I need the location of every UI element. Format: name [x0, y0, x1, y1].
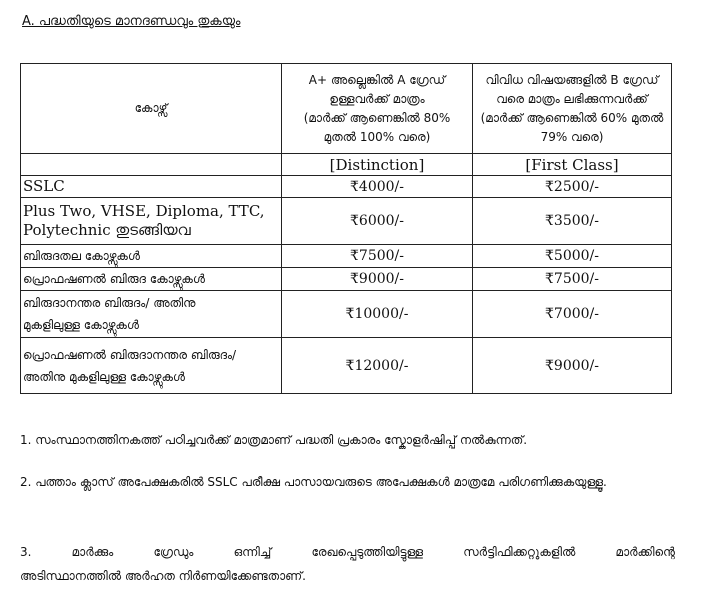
table-row	[21, 176, 672, 198]
table-row	[21, 338, 672, 394]
first-class-amount: ₹7000/-	[473, 291, 672, 338]
distinction-column-header	[282, 64, 473, 154]
header-line: മുതൽ 100% വരെ)	[323, 129, 431, 144]
header-line: ഉള്ളവർക്ക് മാത്രം	[329, 91, 425, 106]
distinction-amount: ₹9000/-	[282, 268, 473, 291]
note-word: 3.	[20, 545, 32, 559]
course-name-line: ബിരുദാനന്തര ബിരുദം/ അതിനു	[23, 296, 196, 310]
header-line: (മാർക്ക് ആണെങ്കിൽ 60% മുതൽ	[480, 110, 664, 125]
first-class-column-header	[473, 64, 672, 154]
note-word: മാർക്കിന്റെ	[615, 545, 675, 559]
header-line: വിവിധ വിഷയങ്ങളിൽ B ഗ്രേഡ്	[485, 72, 659, 87]
note-3	[20, 540, 675, 588]
note-3-line-2: അടിസ്ഥാനത്തിൽ അർഹത നിർണയിക്കേണ്ടതാണ്.	[20, 569, 306, 583]
first-class-tag: [First Class]	[473, 154, 672, 176]
note-word: സർട്ടിഫിക്കറ്റുകളിൽ	[463, 545, 576, 559]
first-class-amount: ₹9000/-	[473, 338, 672, 394]
note-2: 2. പത്താം ക്ലാസ് അപേക്ഷകരിൽ SSLC പരീക്ഷ പാസായവരുടെ അപേക്ഷകൾ മാത്രമേ പരിഗണിക്കുകയുള്ളൂ.	[20, 475, 607, 489]
course-name: SSLC	[21, 176, 282, 198]
tag-row	[21, 154, 672, 176]
course-name-line: Plus Two, VHSE, Diploma, TTC,	[23, 202, 265, 220]
distinction-tag: [Distinction]	[282, 154, 473, 176]
first-class-amount: ₹7500/-	[473, 268, 672, 291]
section-heading: A. പദ്ധതിയുടെ മാനദണ്ഡവും തുകയും	[22, 14, 241, 29]
course-name: പ്രൊഫഷണൽ ബിരുദ കോഴ്സുകൾ	[21, 268, 282, 291]
table-row	[21, 245, 672, 268]
header-line: (മാർക്ക് ആണെങ്കിൽ 80%	[303, 110, 451, 125]
first-class-amount: ₹3500/-	[473, 198, 672, 245]
course-name-line: Polytechnic തുടങ്ങിയവ	[23, 221, 191, 239]
note-word: രേഖപ്പെടുത്തിയിട്ടുള്ള	[311, 545, 424, 559]
first-class-amount: ₹2500/-	[473, 176, 672, 198]
distinction-amount: ₹10000/-	[282, 291, 473, 338]
distinction-amount: ₹4000/-	[282, 176, 473, 198]
distinction-amount: ₹7500/-	[282, 245, 473, 268]
tag-empty-cell	[21, 154, 282, 176]
course-name-line: പ്രൊഫഷണൽ ബിരുദാനന്തര ബിരുദം/	[23, 347, 237, 362]
course-name	[21, 338, 282, 394]
distinction-amount: ₹12000/-	[282, 338, 473, 394]
course-name-line: അതിനു മുകളിലുള്ള കോഴ്സുകൾ	[23, 369, 185, 384]
course-name-line: മുകളിലുള്ള കോഴ്സുകൾ	[23, 318, 139, 332]
table-row	[21, 198, 672, 245]
note-word: ഒന്നിച്ച്	[233, 545, 272, 559]
scholarship-table	[20, 63, 672, 394]
header-line: A+ അല്ലെങ്കിൽ A ഗ്രേഡ്	[308, 72, 446, 87]
course-name	[21, 291, 282, 338]
note-word: ഗ്രേഡും	[153, 545, 194, 559]
note-3-line-1	[20, 540, 675, 564]
distinction-amount: ₹6000/-	[282, 198, 473, 245]
table-row	[21, 291, 672, 338]
header-line: വരെ മാത്രം ലഭിക്കുന്നവർക്ക്	[496, 91, 648, 106]
first-class-amount: ₹5000/-	[473, 245, 672, 268]
course-name	[21, 198, 282, 245]
note-word: മാർക്കും	[71, 545, 114, 559]
header-line: 79% വരെ)	[540, 129, 604, 144]
note-1: 1. സംസ്ഥാനത്തിനകത്ത് പഠിച്ചവർക്ക് മാത്രമാണ് പദ്ധതി പ്രകാരം സ്കോളർഷിപ്പ് നൽകുന്നത്.	[20, 433, 528, 447]
course-name: ബിരുദതല കോഴ്സുകൾ	[21, 245, 282, 268]
course-column-header: കോഴ്സ്	[21, 64, 282, 154]
table-row	[21, 268, 672, 291]
table-header-row	[21, 64, 672, 154]
